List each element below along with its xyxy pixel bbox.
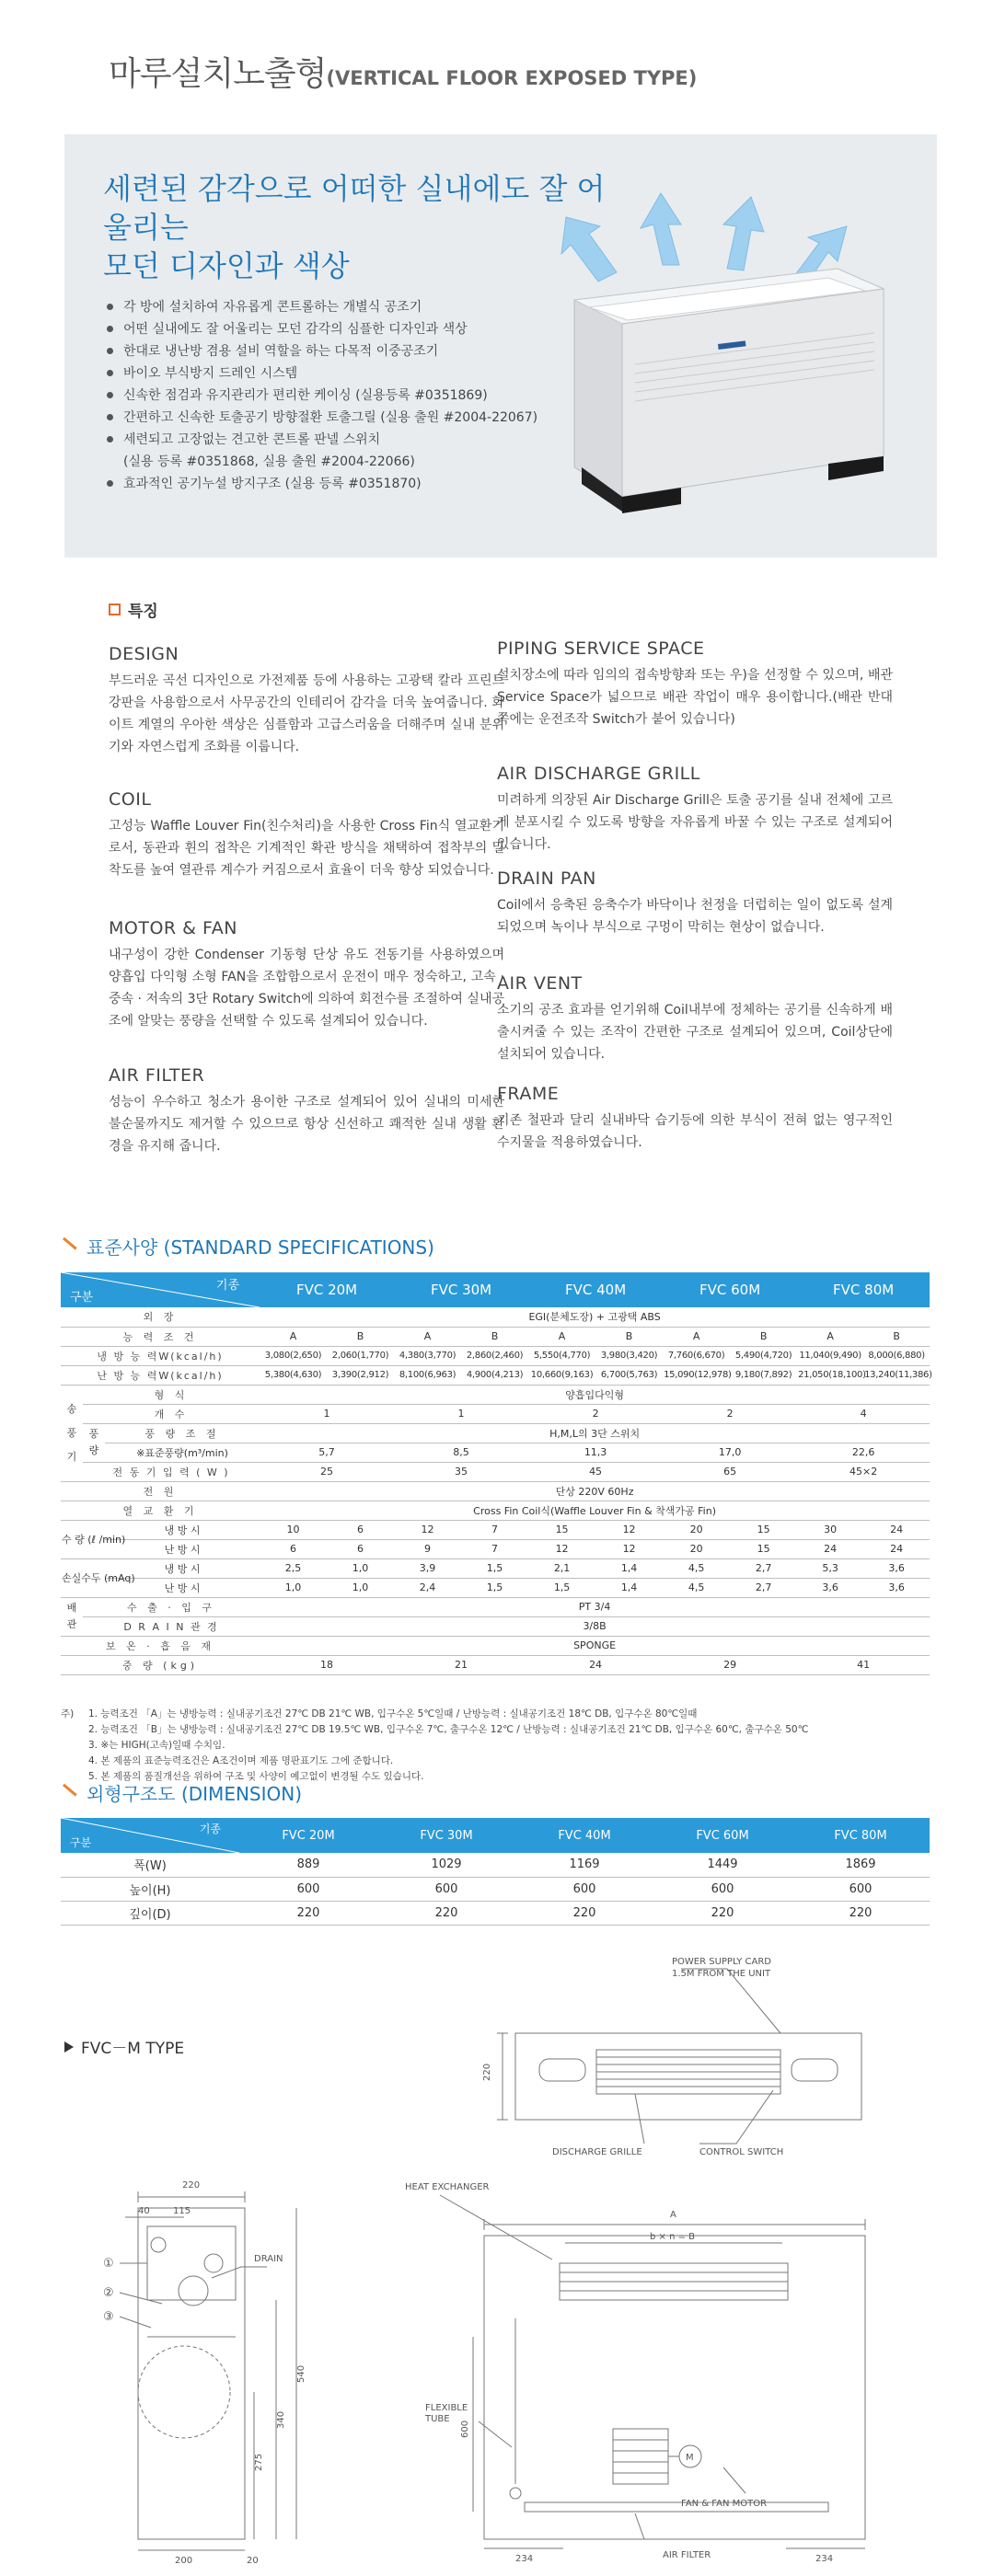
feature-title: AIR DISCHARGE GRILL [497, 764, 700, 784]
dim-row-depth: 깊이(D) 220 220 220 220 220 [61, 1901, 930, 1925]
svg-text:DISCHARGE GRILLE: DISCHARGE GRILLE [552, 2147, 642, 2157]
loss-group-label: 손실수두 (mAq) [61, 1558, 105, 1597]
spec-row-loss-cool: 손실수두 (mAq) 냉 방 시 2,5 1,0 3,9 1,5 2,1 1,4 4,5 2,7 5,3 3,6 [61, 1558, 930, 1578]
hero-bullet: 효과적인 공기누설 방지구조 (실용 등록 #0351870) [107, 473, 604, 495]
model-col-header: FVC 80M [797, 1272, 930, 1307]
page-title [109, 48, 697, 95]
svg-text:A: A [670, 2210, 676, 2220]
hero-bullet: 신속한 점검과 유지관리가 편리한 케이싱 (실용등록 #0351869) [107, 385, 604, 407]
note-line: 1. 능력조건 「A」는 냉방능력 : 실내공기조건 27℃ DB 21℃ WB, 입구수온 5℃일때 / 난방능력 : 실내공기조건 18℃ DB, 입구수온 80℃일때 [88, 1708, 698, 1719]
feature-title: FRAME [497, 1084, 560, 1104]
svg-text:TUBE: TUBE [425, 2414, 450, 2424]
model-col-header: FVC 80M [792, 1818, 930, 1853]
hero-bullet: 어떤 실내에도 잘 어울리는 모던 감각의 심플한 디자인과 색상 [107, 318, 604, 340]
feature-frame [497, 1084, 893, 1154]
svg-text:234: 234 [815, 2554, 834, 2564]
svg-text:HEAT EXCHANGER: HEAT EXCHANGER [405, 2182, 490, 2192]
svg-text:①: ① [103, 2257, 114, 2271]
spec-row-cooling: 냉 방 능 력W(kcal/h) 3,080(2,650) 2,060(1,770) 4,380(3,770) 2,860(2,460) 5,550(4,770) 3,980(3,420) 7,760(6,670) 5,490(4,720) 11,040(9,490) 8,000(6,880) [61, 1346, 930, 1365]
square-bullet-icon [109, 604, 121, 615]
svg-text:115: 115 [173, 2206, 191, 2216]
dimension-drawing [0, 1950, 994, 2576]
spec-row-water-heat: 난 방 시 6 6 9 7 12 12 20 15 24 24 [61, 1539, 930, 1558]
feature-air-filter [109, 1065, 504, 1157]
feature-coil [109, 789, 504, 881]
dim-corner-cell: 기종 구분 [61, 1818, 239, 1853]
feature-text: 설치장소에 따라 임의의 접속방향좌 또는 우)을 선정할 수 있으며, 배관 Service Space가 넓으므로 배관 작업이 매우 용이합니다.(배관 반대쪽에는 운전조작 Switch가 붙어 있습니다) [497, 668, 893, 727]
slash-accent-icon [61, 1239, 81, 1254]
svg-text:FLEXIBLE: FLEXIBLE [425, 2403, 468, 2413]
feature-text: 소기의 공조 효과를 얻기위해 Coil내부에 정체하는 공기를 신속하게 배출시켜줄 수 있는 조작이 간편한 구조로 설계되어 있으며, Coil상단에 설치되어 있습니다. [497, 1003, 893, 1062]
spec-row-weight: 중 량 (kg) 18 21 24 29 41 [61, 1655, 930, 1674]
spec-row-pipe-drain: D R A I N 관 경 3/8B [61, 1616, 930, 1636]
svg-text:②: ② [103, 2286, 114, 2300]
hero-bullet: 바이오 부식방지 드레인 시스템 [107, 362, 604, 385]
svg-text:1.5M FROM THE UNIT: 1.5M FROM THE UNIT [672, 1969, 771, 1979]
feature-text: 성능이 우수하고 청소가 용이한 구조로 설계되어 있어 실내의 미세한 불순물까지도 제거할 수 있으므로 항상 신선하고 쾌적한 실내 생활 환경을 유지해 줍니다. [109, 1095, 504, 1154]
slash-accent-icon [61, 1786, 81, 1800]
hero-bullet: 한대로 냉난방 겸용 설비 역할을 하는 다목적 이중공조기 [107, 340, 604, 362]
fan-coil-unit-image [534, 180, 930, 530]
spec-row-airflow-control: 풍 량 풍 량 조 절 H,M,L의 3단 스위치 [61, 1423, 930, 1443]
svg-text:20: 20 [247, 2556, 259, 2566]
feature-title: PIPING SERVICE SPACE [497, 638, 705, 659]
svg-text:234: 234 [515, 2554, 534, 2564]
feature-design [109, 644, 504, 758]
model-col-header: FVC 30M [377, 1818, 515, 1853]
dim-row-width: 폭(W) 889 1029 1169 1449 1869 [61, 1853, 930, 1877]
hero-panel [64, 134, 937, 558]
note-line: 2. 능력조건 「B」는 냉방능력 : 실내공기조건 27℃ DB 19.5℃ WB, 입구수온 7℃, 출구수온 12℃ / 난방능력 : 실내공기조건 21℃ DB, 입구수온 60℃, 출구수온 50℃ [88, 1724, 809, 1735]
svg-text:540: 540 [296, 2364, 306, 2383]
svg-text:220: 220 [182, 2180, 201, 2191]
features-heading: 특징 [109, 598, 158, 621]
water-group-label: 수 량 (ℓ /min) [61, 1520, 105, 1558]
model-col-header: FVC 20M [239, 1818, 377, 1853]
model-col-header: FVC 20M [260, 1272, 394, 1307]
page-title-main: 마루설치노출형 [109, 55, 327, 93]
svg-text:POWER SUPPLY CARD: POWER SUPPLY CARD [672, 1957, 771, 1967]
svg-text:CONTROL SWITCH: CONTROL SWITCH [699, 2147, 784, 2157]
hero-headline: 세련된 감각으로 어떠한 실내에도 잘 어울리는 모던 디자인과 색상 [103, 171, 606, 283]
hero-bullet-continuation: (실용 등록 #0351868, 실용 출원 #2004-22066) [123, 454, 415, 469]
dim-row-height: 높이(H) 600 600 600 600 600 [61, 1877, 930, 1901]
hero-bullet: 세련되고 고장없는 견고한 콘트롤 판넬 스위치 [107, 429, 604, 451]
spec-row-motor-input: 전 동 기 입 력 ( W ) 25 35 45 65 45×2 [61, 1462, 930, 1481]
feature-text: 고성능 Waffle Louver Fin(친수처리)을 사용한 Cross Fin식 열교환기로서, 동관과 휜의 접착은 기계적인 확관 방식을 채택하여 접착부의 밀착도를 높여 열관류 계수가 커짐으로서 효율이 더욱 향상 되었습니다. [109, 819, 504, 878]
note-line: 4. 본 제품의 표준능력조건은 A조건이며 제품 명판표기도 그에 준합니다. [88, 1755, 394, 1766]
svg-text:M: M [686, 2453, 694, 2463]
svg-text:600: 600 [460, 2420, 470, 2438]
spec-notes: 주) 1. 능력조건 「A」는 냉방능력 : 실내공기조건 27℃ DB 21℃ WB, 입구수온 5℃일때 / 난방능력 : 실내공기조건 18℃ DB, 입구수온 80℃일때 2. 능력조건 「B」는 냉방능력 : 실내공기조건 27℃ DB 19.5℃ WB, 입구수온 7℃, 출구수온 12℃ / 난방능력 : 실내공기조건 21℃ DB, 입구수온 60℃, 출구수온 50℃ 3. ※는 HIGH(고속)일때 수치임. 4. 본 제품의 표준능력조건은 A조건이며 제품 명판표기도 그에 준합니다. 5. 본 제품의 품질개선을 위하여 구조 및 사양이 예고없이 변경될 수도 있습니다. [61, 1707, 935, 1785]
feature-drain-pan [497, 868, 893, 938]
spec-row-loss-heat: 난 방 시 1,0 1,0 2,4 1,5 1,5 1,4 4,5 2,7 3,6 3,6 [61, 1578, 930, 1597]
feature-piping [497, 638, 893, 730]
svg-text:340: 340 [276, 2410, 286, 2429]
feature-text: 기존 철판과 달리 실내바닥 습기등에 의한 부식이 전혀 없는 영구적인 수지물을 적용하였습니다. [497, 1113, 893, 1150]
spec-row-insulation: 보 온 · 흡 음 재 SPONGE [61, 1636, 930, 1655]
spec-row-blower-count: 개 수 1 1 2 2 4 [61, 1404, 930, 1423]
feature-motor-fan [109, 918, 504, 1032]
hero-bullet: 각 방에 설치하여 자유롭게 콘트롤하는 개별식 공조기 [107, 296, 604, 318]
airflow-group-label: 풍 량 [83, 1423, 105, 1462]
svg-text:FAN & FAN MOTOR: FAN & FAN MOTOR [681, 2499, 768, 2509]
note-line: 5. 본 제품의 품질개선을 위하여 구조 및 사양이 예고없이 변경될 수도 있습니다. [88, 1771, 424, 1782]
feature-title: MOTOR & FAN [109, 918, 237, 938]
spec-row-water-cool: 수 량 (ℓ /min) 냉 방 시 10 6 12 7 15 12 20 15 30 24 [61, 1520, 930, 1539]
dim-header-row [61, 1818, 930, 1853]
spec-row-power: 전 원 단상 220V 60Hz [61, 1481, 930, 1501]
svg-text:③: ③ [103, 2310, 114, 2324]
svg-text:220: 220 [482, 2063, 492, 2081]
feature-text: 내구성이 강한 Condenser 기동형 단상 유도 전동기를 사용하였으며 양흡입 다익형 소형 FAN을 조합함으로서 운전이 매우 정숙하고, 고속 · 중속 · 저속의 3단 Rotary Switch에 의하여 회전수를 조절하여 실내공조에 알맞는 풍량을 선택할 수 있도록 설계되어 있습니다. [109, 948, 504, 1029]
model-col-header: FVC 40M [528, 1272, 663, 1307]
svg-text:b × n = B: b × n = B [650, 2232, 696, 2242]
feature-title: DESIGN [109, 644, 179, 664]
pipe-group-label: 배 관 [61, 1597, 83, 1636]
spec-table [61, 1272, 930, 1675]
spec-header-row [61, 1272, 930, 1307]
feature-text: 미려하게 의장된 Air Discharge Grill은 토출 공기를 실내 전체에 고르게 분포시킬 수 있도록 방향을 자유롭게 바꿀 수 있는 구조로 설계되어 있습니다. [497, 793, 893, 852]
svg-text:DRAIN: DRAIN [254, 2254, 283, 2264]
feature-grill [497, 764, 893, 856]
dimension-section-title: 외형구조도 (DIMENSION) [61, 1779, 302, 1806]
spec-row-heat-exchanger: 열 교 환 기 Cross Fin Coil식(Waffle Louver Fin & 착색가공 Fin) [61, 1501, 930, 1520]
svg-text:200: 200 [175, 2556, 193, 2566]
svg-text:275: 275 [254, 2453, 264, 2471]
feature-air-vent [497, 973, 893, 1065]
note-line: 3. ※는 HIGH(고속)일때 수치임. [88, 1740, 225, 1751]
spec-section-title: 표준사양 (STANDARD SPECIFICATIONS) [61, 1233, 434, 1259]
model-col-header: FVC 60M [663, 1272, 797, 1307]
page-title-sub: (VERTICAL FLOOR EXPOSED TYPE) [326, 67, 698, 89]
spec-row-airflow-standard: ※표준풍량(m³/min) 5,7 8,5 11,3 17,0 22,6 [61, 1443, 930, 1462]
feature-title: COIL [109, 789, 152, 810]
fvc-m-type-label: FVC－M TYPE [64, 2035, 184, 2058]
feature-title: AIR FILTER [109, 1065, 205, 1086]
feature-text: 부드러운 곡선 디자인으로 가전제품 등에 사용하는 고광택 칼라 프린트 강판을 사용함으로서 사무공간의 인테리어 감각을 더욱 높여줍니다. 화이트 계열의 우아한 색상은 심플함과 고급스러움을 더해주며 실내 분위기와 자연스럽게 조화를 이룹니다. [109, 673, 504, 754]
model-col-header: FVC 40M [515, 1818, 653, 1853]
spec-row-pipe-io: 배 관 수 출 · 입 구 PT 3/4 [61, 1597, 930, 1616]
spec-row-conditions: 능 력 조 건 A B A B A B A B A B [61, 1327, 930, 1346]
dimension-table [61, 1818, 930, 1926]
feature-text: Coil에서 응축된 응축수가 바닥이나 천정을 더럽히는 일이 없도록 설계되었으며 녹이나 부식으로 구멍이 막히는 현상이 없습니다. [497, 898, 893, 935]
spec-corner-cell: 기종 구분 [61, 1272, 260, 1307]
feature-title: AIR VENT [497, 973, 583, 994]
hero-bullet-list [107, 296, 604, 495]
svg-text:40: 40 [138, 2206, 150, 2216]
model-col-header: FVC 30M [394, 1272, 528, 1307]
feature-title: DRAIN PAN [497, 868, 596, 889]
svg-text:AIR FILTER: AIR FILTER [663, 2550, 711, 2560]
spec-row-blower-type: 송 풍 기 형 식 양흡입다익형 [61, 1385, 930, 1404]
spec-row-exterior: 외 장 EGI(분체도장) + 고광택 ABS [61, 1307, 930, 1327]
spec-row-heating: 난 방 능 력W(kcal/h) 5,380(4,630) 3,390(2,912) 8,100(6,963) 4,900(4,213) 10,660(9,163) 6,700(5,763) 15,090(12,978) 9,180(7,892) 21,050(18,100) 13,240(11,386) [61, 1365, 930, 1385]
model-col-header: FVC 60M [653, 1818, 792, 1853]
blower-group-label: 송 풍 기 [61, 1385, 83, 1481]
hero-bullet: 간편하고 신속한 토출공기 방향절환 토출그릴 (실용 출원 #2004-22067) [107, 407, 604, 429]
